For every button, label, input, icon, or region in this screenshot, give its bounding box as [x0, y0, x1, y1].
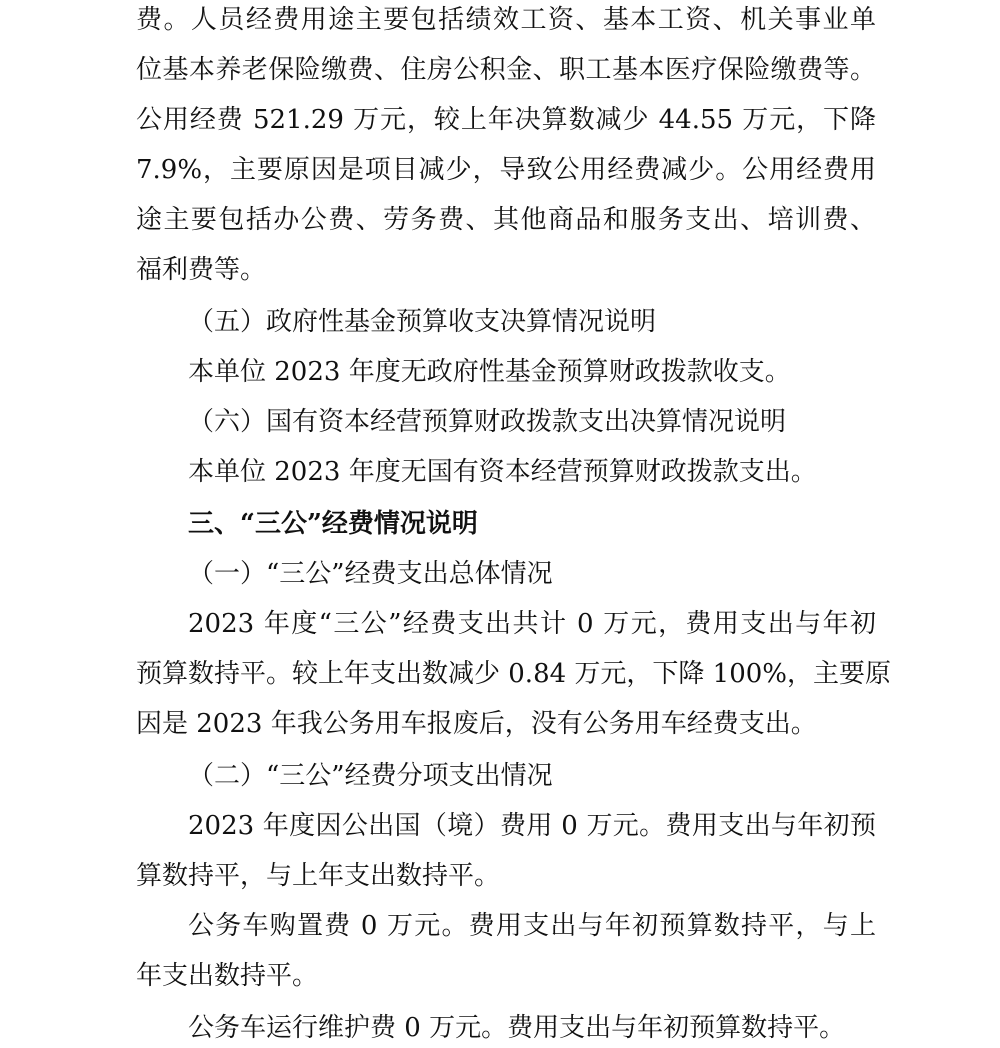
paragraph-line: 费。人员经费用途主要包括绩效工资、基本工资、机关事业单	[136, 5, 876, 35]
paragraph-line: 福利费等。	[136, 255, 267, 285]
paragraph-line: 位基本养老保险缴费、住房公积金、职工基本医疗保险缴费等。	[136, 55, 876, 85]
paragraph-line: 7.9%，主要原因是项目减少，导致公用经费减少。公用经费用	[136, 155, 876, 185]
paragraph-line: 2023 年度“三公”经费支出共计 0 万元，费用支出与年初	[188, 609, 876, 639]
section-heading-2: （二）“三公”经费分项支出情况	[188, 761, 553, 791]
paragraph-line: 2023 年度因公出国（境）费用 0 万元。费用支出与年初预	[188, 811, 876, 841]
paragraph-line: 年支出数持平。	[136, 961, 319, 991]
section-heading-1: （一）“三公”经费支出总体情况	[188, 559, 553, 589]
paragraph-line: 本单位 2023 年度无国有资本经营预算财政拨款支出。	[188, 457, 817, 487]
paragraph-line: 途主要包括办公费、劳务费、其他商品和服务支出、培训费、	[136, 205, 876, 235]
paragraph-line: 公用经费 521.29 万元，较上年决算数减少 44.55 万元，下降	[136, 105, 876, 135]
paragraph-line: 因是 2023 年我公务用车报废后，没有公务用车经费支出。	[136, 709, 817, 739]
paragraph-line: 预算数持平。较上年支出数减少 0.84 万元，下降 100%，主要原	[136, 659, 892, 689]
section-heading-5: （五）政府性基金预算收支决算情况说明	[188, 307, 657, 337]
paragraph-line: 算数持平，与上年支出数持平。	[136, 861, 501, 891]
paragraph-line: 公务车购置费 0 万元。费用支出与年初预算数持平，与上	[188, 911, 876, 941]
paragraph-line: 公务车运行维护费 0 万元。费用支出与年初预算数持平。	[188, 1013, 846, 1043]
paragraph-line: 本单位 2023 年度无政府性基金预算财政拨款收支。	[188, 357, 791, 387]
section-heading-6: （六）国有资本经营预算财政拨款支出决算情况说明	[188, 407, 787, 437]
chapter-heading-3: 三、“三公”经费情况说明	[188, 509, 478, 539]
